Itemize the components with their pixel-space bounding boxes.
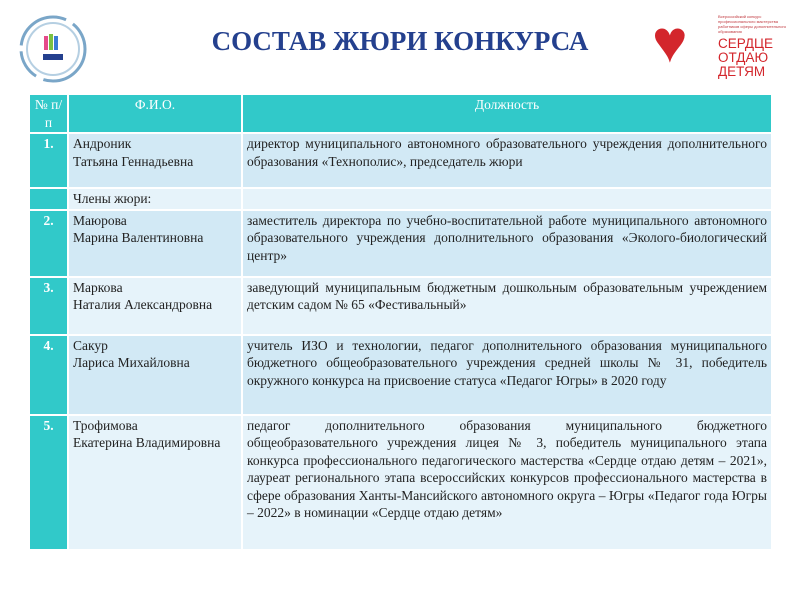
row-position: заведующий муниципальным бюджетным дошкольным образовательным учреждением детским садом № 65 «Фестивальный» — [242, 277, 772, 335]
row-fio — [68, 210, 242, 277]
row-position: заместитель директора по учебно-воспитательной работе муниципального автономного образовательного учреждения дополнительного образования «Эколого-биологический центр» — [242, 210, 772, 277]
row-num: 4. — [29, 335, 68, 415]
row-position: учитель ИЗО и технологии, педагог дополнительного образования муниципального бюджетного общеобразовательного учреждения средней школы № 31, победитель окружного конкурса на присвоение статуса «Педагог Югры» в 2020 году — [242, 335, 772, 415]
surname: Андроник — [73, 136, 132, 151]
logo-line: ДЕТЯМ — [718, 64, 766, 79]
row-fio — [68, 133, 242, 188]
given-name: Татьяна Геннадьевна — [73, 153, 194, 169]
heart-logo — [652, 9, 798, 82]
row-fio — [68, 277, 242, 335]
logo-line: ОТДАЮ — [718, 50, 769, 65]
row-position: педагог дополнительного образования муниципального бюджетного общеобразовательного учреждения лицея № 3, победитель муниципального этапа конкурса профессионального педагогического мастерства «Сердце отдаю детям – 2021», лауреат регионального этапа всероссийских конкурсов профессионального мастерства в сфере образования Ханты-Мансийского автономного округа – Югры «Педагог года Югры – 2022» в номинации «Сердце отдаю детям» — [242, 415, 772, 550]
surname: Трофимова — [73, 417, 138, 433]
row-num: 1. — [29, 133, 68, 188]
given-name: Лариса Михайловна — [73, 355, 190, 370]
surname: Сакур — [73, 337, 108, 353]
row-num: 2. — [29, 210, 68, 277]
row-position: директор муниципального автономного образовательного учреждения дополнительного образования «Технополис», председатель жюри — [242, 133, 772, 188]
row-num: 5. — [29, 415, 68, 550]
table-row — [29, 415, 772, 550]
members-label: Члены жюри: — [68, 188, 242, 210]
members-row — [29, 188, 772, 210]
surname: Маркова — [73, 279, 123, 295]
table-row — [29, 133, 772, 188]
given-name: Екатерина Владимировна — [73, 435, 221, 450]
header-position: Должность — [242, 94, 772, 133]
logo-caption: Всероссийский конкурс профессионального мастерства работников сферы дополнительного образования — [718, 14, 787, 34]
logo-line: СЕРДЦЕ — [718, 36, 773, 51]
row-position — [242, 188, 772, 210]
row-fio — [68, 335, 242, 415]
surname: Маюрова — [73, 212, 127, 228]
table-row — [29, 210, 772, 277]
table-header — [29, 94, 772, 133]
table-row — [29, 335, 772, 415]
given-name: Марина Валентиновна — [73, 230, 204, 245]
row-num — [29, 188, 68, 210]
given-name: Наталия Александровна — [73, 297, 213, 312]
jury-table — [28, 93, 773, 551]
header-num: № п/п — [29, 94, 68, 133]
row-num: 3. — [29, 277, 68, 335]
logo-text — [718, 14, 796, 79]
heart-icon: ♥ — [652, 9, 688, 75]
row-fio — [68, 415, 242, 550]
table-row — [29, 277, 772, 335]
page-title: СОСТАВ ЖЮРИ КОНКУРСА — [211, 26, 589, 56]
header-fio: Ф.И.О. — [68, 94, 242, 133]
